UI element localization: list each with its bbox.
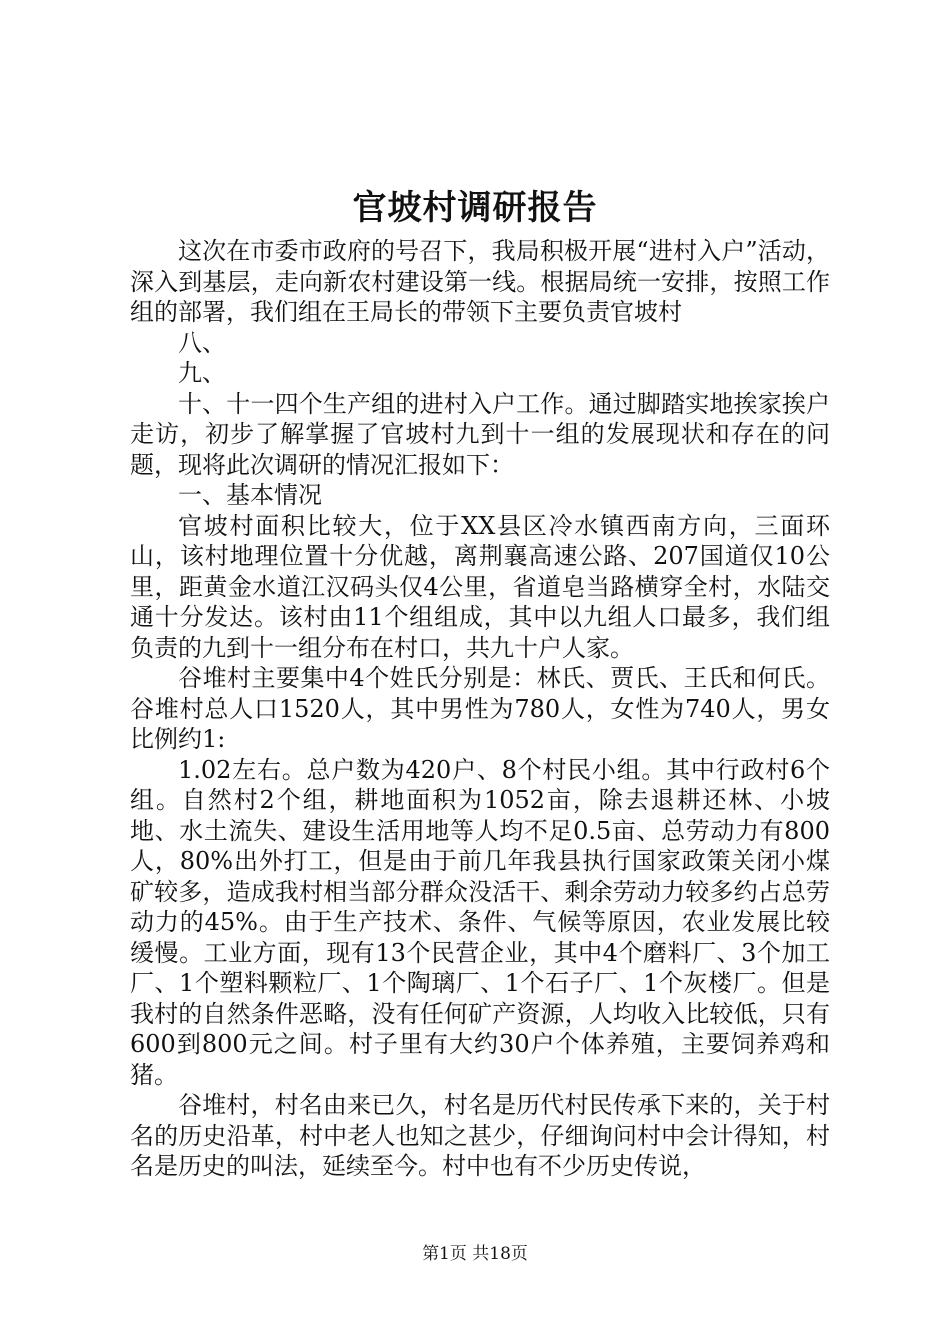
paragraph: 谷堆村主要集中4个姓氏分别是：林氏、贾氏、王氏和何氏。谷堆村总人口1520人，其中男性为780人，女性为740人，男女比例约1: (130, 664, 830, 753)
paragraph: 谷堆村，村名由来已久，村名是历代村民传承下来的，关于村名的历史沿革，村中老人也知之甚少，仔细询问村中会计得知，村名是历史的叫法，延续至今。村中也有不少历史传说， (130, 1091, 830, 1180)
document-body (130, 236, 830, 1182)
paragraph: 这次在市委市政府的号召下，我局积极开展“进村入户”活动，深入到基层，走向新农村建设第一线。根据局统一安排，按照工作组的部署，我们组在王局长的带领下主要负责官坡村 (130, 237, 830, 326)
paragraph: 官坡村面积比较大，位于XX县区冷水镇西南方向，三面环山，该村地理位置十分优越，离荆襄高速公路、207国道仅10公里，距黄金水道江汉码头仅4公里，省道皂当路横穿全村，水陆交通十分发达。该村由11个组组成，其中以九组人口最多，我们组负责的九到十一组分布在村口，共九十户人家。 (130, 511, 830, 662)
paragraph: 九、 (178, 359, 226, 387)
document-title: 官坡村调研报告 (352, 188, 598, 228)
section-heading: 一、基本情况 (178, 481, 322, 509)
paragraph: 十、十一四个生产组的进村入户工作。通过脚踏实地挨家挨户走访，初步了解掌握了官坡村九到十一组的发展现状和存在的问题，现将此次调研的情况汇报如下： (130, 389, 830, 479)
paragraph: 八、 (178, 328, 226, 357)
page-footer: 第1页 共18页 (422, 1244, 528, 1264)
paragraph: 1.02左右。总户数为420户、8个村民小组。其中行政村6个组。自然村2个组，耕地面积为1052亩，除去退耕还林、小坡地、水土流失、建设生活用地等人均不足0.5亩、总劳动力有800人，80%出外打工，但是由于前几年我县执行国家政策关闭小煤矿较多，造成我村相当部分群众没活干、剩余劳动力较多约占总劳动力的45%。由于生产技术、条件、气候等原因，农业发展比较缓慢。工业方面，现有13个民营企业，其中4个磨料厂、3个加工厂、1个塑料颗粒厂、1个陶璃厂、1个石子厂、1个灰楼厂。但是我村的自然条件恶略，没有任何矿产资源，人均收入比较低，只有600到800元之间。村子里有大约30户个体养殖，主要饲养鸡和猪。 (130, 755, 830, 1089)
